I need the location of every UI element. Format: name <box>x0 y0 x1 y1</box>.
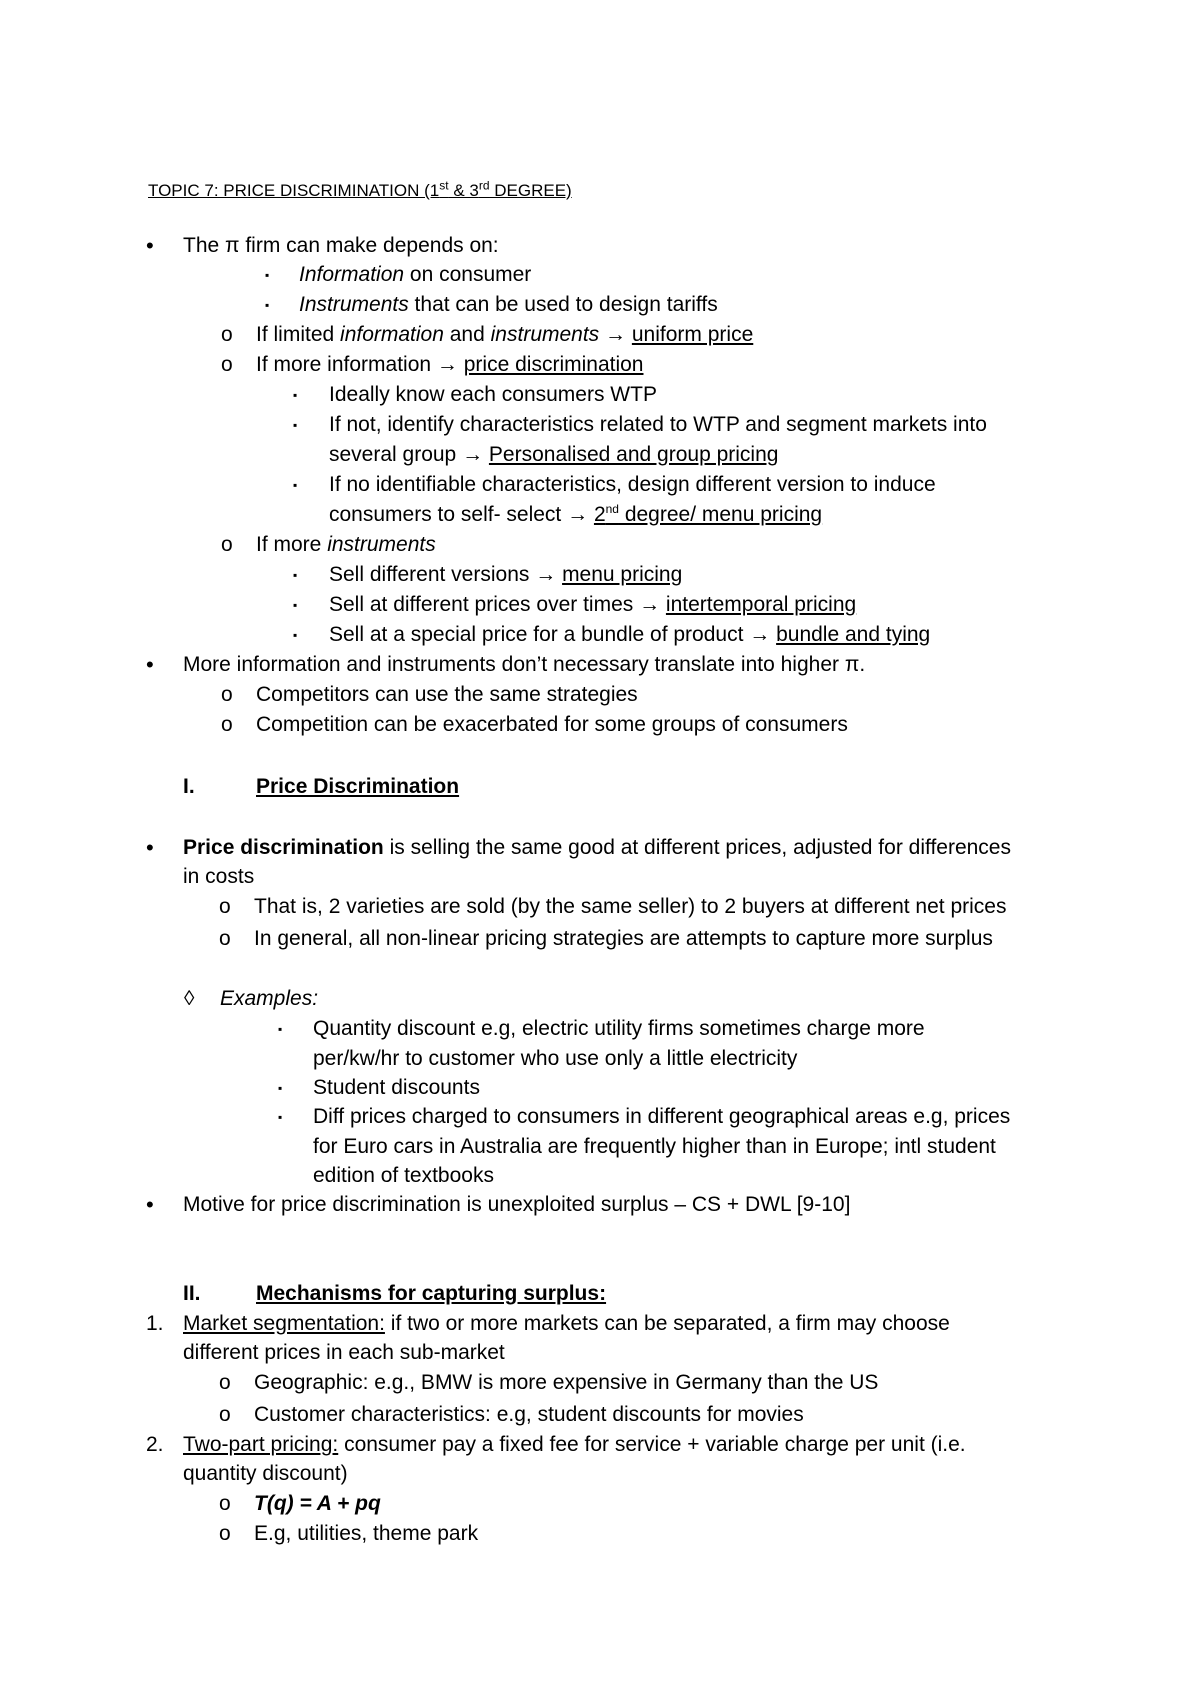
list-item: More information and instruments don’t necessary translate into higher π. <box>183 653 866 676</box>
list-item: Sell different versions → menu pricing <box>329 563 683 586</box>
square-bullet-icon: ▪ <box>293 628 298 642</box>
list-item: In general, all non-linear pricing strategies are attempts to capture more surplus <box>254 927 993 950</box>
circle-bullet-icon: o <box>221 353 233 376</box>
list-item: If no identifiable characteristics, design different version to induce <box>329 473 936 496</box>
list-number: 2. <box>146 1433 164 1456</box>
list-item: Competition can be exacerbated for some groups of consumers <box>256 713 848 736</box>
formula: T(q) = A + pq <box>254 1492 381 1515</box>
list-number: 1. <box>146 1312 164 1335</box>
arrow-icon: → <box>535 563 557 586</box>
circle-bullet-icon: o <box>219 927 231 950</box>
circle-bullet-icon: o <box>221 533 233 556</box>
square-bullet-icon: ▪ <box>293 418 298 432</box>
bullet-dot-icon: • <box>146 233 154 258</box>
bullet-dot-icon: • <box>146 1192 154 1217</box>
square-bullet-icon: ▪ <box>293 388 298 402</box>
list-item: E.g, utilities, theme park <box>254 1522 479 1545</box>
list-item: Sell at different prices over times → intertemporal pricing <box>329 593 857 616</box>
bullet-dot-icon: • <box>146 652 154 677</box>
arrow-icon: → <box>605 323 627 346</box>
list-item: Motive for price discrimination is unexploited surplus – CS + DWL [9-10] <box>183 1193 851 1216</box>
section-number: II. <box>183 1282 201 1305</box>
list-item: for Euro cars in Australia are frequently higher than in Europe; intl student <box>313 1135 996 1158</box>
list-item: Sell at a special price for a bundle of product → bundle and tying <box>329 623 931 646</box>
circle-bullet-icon: o <box>219 1403 231 1426</box>
arrow-icon: → <box>567 503 589 526</box>
circle-bullet-icon: o <box>221 683 233 706</box>
list-item: different prices in each sub-market <box>183 1341 505 1364</box>
list-item: Information on consumer <box>299 263 532 286</box>
arrow-icon: → <box>436 353 458 376</box>
square-bullet-icon: ▪ <box>265 268 270 282</box>
list-item: Market segmentation: if two or more markets can be separated, a firm may choose <box>183 1312 950 1335</box>
circle-bullet-icon: o <box>219 1371 231 1394</box>
square-bullet-icon: ▪ <box>293 598 298 612</box>
square-bullet-icon: ▪ <box>278 1081 283 1095</box>
square-bullet-icon: ▪ <box>293 478 298 492</box>
list-item: Customer characteristics: e.g, student discounts for movies <box>254 1403 804 1426</box>
list-item: The π firm can make depends on: <box>183 234 499 257</box>
list-item: Ideally know each consumers WTP <box>329 383 657 406</box>
list-item: Quantity discount e.g, electric utility firms sometimes charge more <box>313 1017 925 1040</box>
arrow-icon: → <box>639 593 661 616</box>
list-item: If more instruments <box>256 533 436 556</box>
list-item: If limited information and instruments → uniform price <box>256 323 754 346</box>
list-item: Examples: <box>220 987 319 1010</box>
square-bullet-icon: ▪ <box>278 1022 283 1036</box>
circle-bullet-icon: o <box>219 895 231 918</box>
list-item: If not, identify characteristics related to WTP and segment markets into <box>329 413 987 436</box>
arrow-icon: → <box>749 623 771 646</box>
list-item: Instruments that can be used to design tariffs <box>299 293 718 316</box>
circle-bullet-icon: o <box>221 323 233 346</box>
list-item: Geographic: e.g., BMW is more expensive in Germany than the US <box>254 1371 879 1394</box>
arrow-icon: → <box>462 443 484 466</box>
circle-bullet-icon: o <box>219 1492 231 1515</box>
circle-bullet-icon: o <box>219 1522 231 1545</box>
list-item: quantity discount) <box>183 1462 348 1485</box>
list-item: If more information → price discrimination <box>256 353 644 376</box>
square-bullet-icon: ▪ <box>265 298 270 312</box>
list-item: Competitors can use the same strategies <box>256 683 638 706</box>
list-item: Two-part pricing: consumer pay a fixed fee for service + variable charge per unit (i.e. <box>183 1433 966 1456</box>
list-item: per/kw/hr to customer who use only a little electricity <box>313 1047 798 1070</box>
list-item: That is, 2 varieties are sold (by the same seller) to 2 buyers at different net prices <box>254 895 1007 918</box>
list-item: consumers to self- select → 2nd degree/ menu pricing <box>329 502 823 526</box>
list-item: in costs <box>183 865 255 888</box>
list-item: several group → Personalised and group pricing <box>329 443 779 466</box>
bullet-dot-icon: • <box>146 835 154 860</box>
square-bullet-icon: ▪ <box>293 568 298 582</box>
diamond-bullet-icon: ◊ <box>184 987 195 1010</box>
section-heading: Mechanisms for capturing surplus: <box>256 1282 607 1305</box>
square-bullet-icon: ▪ <box>278 1110 283 1124</box>
list-item: Price discrimination is selling the same good at different prices, adjusted for differences <box>183 836 1011 859</box>
list-item: Student discounts <box>313 1076 480 1099</box>
list-item: Diff prices charged to consumers in different geographical areas e.g, prices <box>313 1105 1011 1128</box>
section-heading: Price Discrimination <box>256 775 460 798</box>
section-number: I. <box>183 775 195 798</box>
circle-bullet-icon: o <box>221 713 233 736</box>
page-title: TOPIC 7: PRICE DISCRIMINATION (1st & 3rd DEGREE) <box>148 178 572 200</box>
list-item: edition of textbooks <box>313 1164 494 1187</box>
